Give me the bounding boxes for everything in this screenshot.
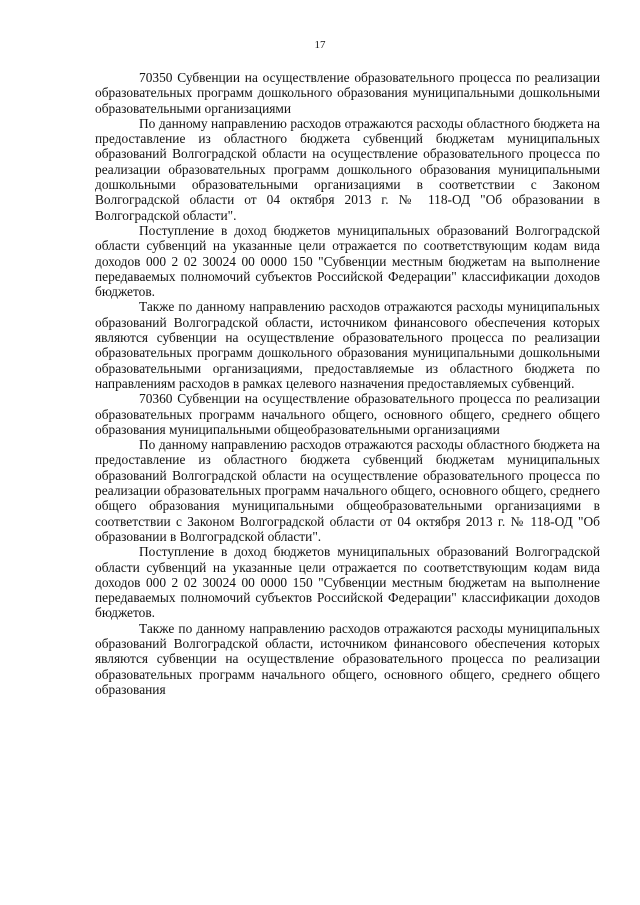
section-heading-70350: 70350 Субвенции на осуществление образовательного процесса по реализации образовательных программ дошкольного образования муниципальными дошкольными образовательными организациями bbox=[95, 70, 600, 116]
paragraph-revenue-receipt: Поступление в доход бюджетов муниципальных образований Волгоградской области субвенций на указанные цели отражается по соответствующим кодам вида доходов 000 2 02 30024 00 0000 150 "Субвенции местным бюджетам на выполнение передаваемых полномочий субъектов Российской Федерации" классификации доходов бюджетов. bbox=[95, 222, 600, 300]
page-number: 17 bbox=[314, 39, 326, 51]
paragraph-municipal-expenditure: Также по данному направлению расходов отражаются расходы муниципальных образований Волгоградской области, источником финансового обеспечения которых являются субвенции на осуществление образовательного процесса по реализации образовательных программ дошкольного образования муниципальными дошкольными образовательными организациями, предоставляемые из областного бюджета по направлениям расходов в рамках целевого назначения предоставляемых субвенций. bbox=[95, 299, 600, 391]
paragraph-expenditure-description: По данному направлению расходов отражаются расходы областного бюджета на предоставление из областного бюджета субвенций бюджетам муниципальных образований Волгоградской области на осуществление образовательного процесса по реализации образовательных программ дошкольного образования муниципальными дошкольными образовательными организациями в соответствии с Законом Волгоградской области от 04 октября 2013 г. № 118-ОД "Об образовании в Волгоградской области". bbox=[95, 115, 600, 223]
document-body bbox=[95, 70, 600, 697]
paragraph-municipal-expenditure: Также по данному направлению расходов отражаются расходы муниципальных образований Волгоградской области, источником финансового обеспечения которых являются субвенции на осуществление образовательного процесса по реализации образовательных программ начального общего, основного общего, среднего общего образования bbox=[95, 620, 600, 697]
section-heading-70360: 70360 Субвенции на осуществление образовательного процесса по реализации образовательных программ начального общего, основного общего, среднего общего образования муниципальными общеобразовательными организациями bbox=[95, 391, 600, 437]
paragraph-revenue-receipt: Поступление в доход бюджетов муниципальных образований Волгоградской области субвенций на указанные цели отражается по соответствующим кодам вида доходов 000 2 02 30024 00 0000 150 "Субвенции местным бюджетам на выполнение передаваемых полномочий субъектов Российской Федерации" классификации доходов бюджетов. bbox=[95, 544, 600, 621]
paragraph-expenditure-description: По данному направлению расходов отражаются расходы областного бюджета на предоставление из областного бюджета субвенций бюджетам муниципальных образований Волгоградской области на осуществление образовательного процесса по реализации образовательных программ начального общего, основного общего, среднего общего образования муниципальными общеобразовательными организациями в соответствии с Законом Волгоградской области от 04 октября 2013 г. № 118-ОД "Об образовании в Волгоградской области". bbox=[95, 437, 600, 544]
